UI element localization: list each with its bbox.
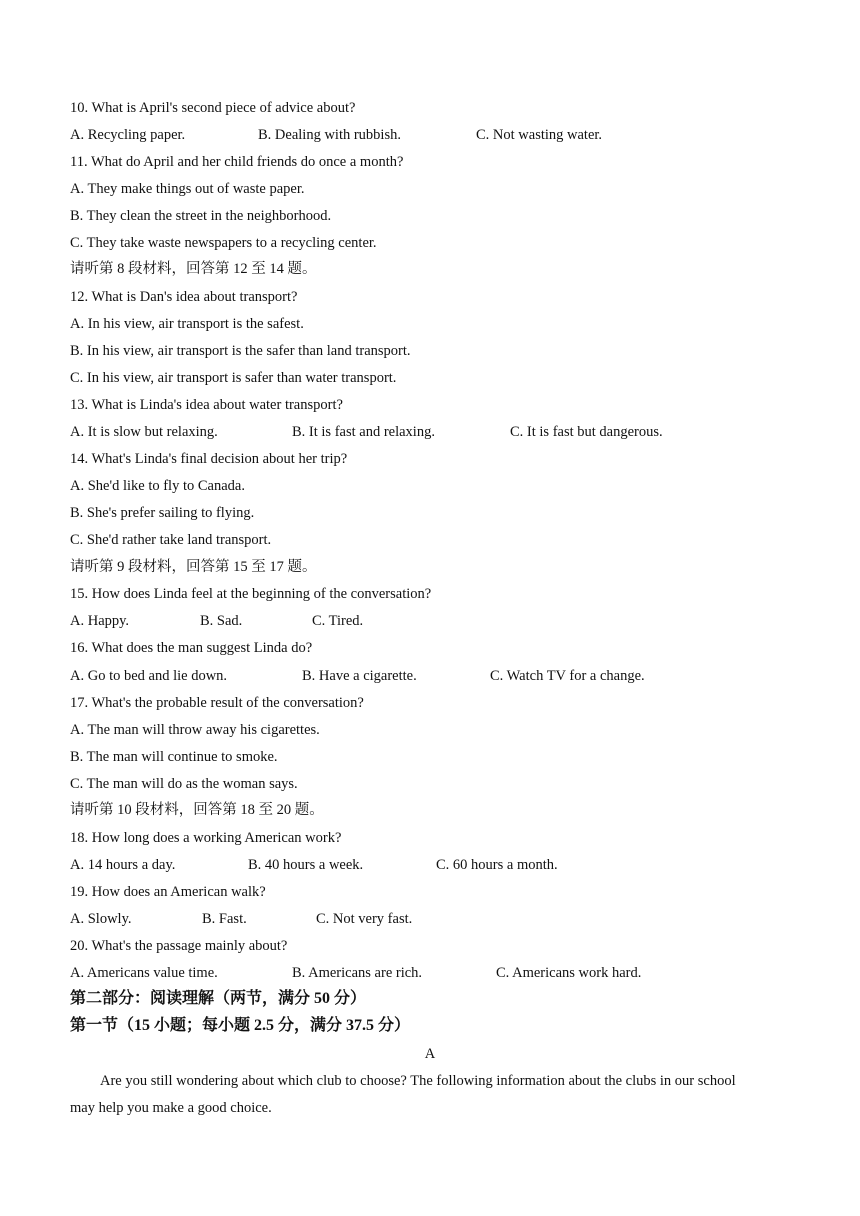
question-19: 19. How does an American walk? [70, 884, 266, 900]
option-b: B. Sad. [200, 613, 243, 629]
option-a: A. In his view, air transport is the safest. [70, 316, 304, 332]
option-a: A. The man will throw away his cigarettes. [70, 722, 320, 738]
option-c: C. Not very fast. [316, 911, 413, 927]
option-c: C. Not wasting water. [476, 127, 603, 143]
option-c: C. Tired. [312, 613, 364, 629]
section-instruction-10: 请听第 10 段材料，回答第 18 至 20 题。 [70, 802, 324, 818]
question-10: 10. What is April's second piece of advice about? [70, 100, 356, 116]
question-18: 18. How long does a working American work? [70, 830, 342, 846]
option-a: A. Slowly. [70, 911, 132, 927]
section-instruction-9: 请听第 9 段材料，回答第 15 至 17 题。 [70, 559, 317, 575]
question-12: 12. What is Dan's idea about transport? [70, 289, 298, 305]
option-a: A. Recycling paper. [70, 127, 186, 143]
part-two-title: 第二部分：阅读理解（两节，满分 50 分） [70, 990, 367, 1007]
option-c: C. They take waste newspapers to a recycling center. [70, 235, 377, 251]
option-c: C. Watch TV for a change. [490, 668, 645, 684]
question-16: 16. What does the man suggest Linda do? [70, 640, 313, 656]
option-a: A. Go to bed and lie down. [70, 668, 228, 684]
option-a: A. It is slow but relaxing. [70, 424, 218, 440]
question-15: 15. How does Linda feel at the beginning of the conversation? [70, 586, 432, 602]
option-b: B. She's prefer sailing to flying. [70, 505, 255, 521]
question-11: 11. What do April and her child friends do once a month? [70, 154, 404, 170]
option-c: C. In his view, air transport is safer than water transport. [70, 370, 397, 386]
option-b: B. It is fast and relaxing. [292, 424, 435, 440]
option-c: C. Americans work hard. [496, 965, 642, 981]
question-20: 20. What's the passage mainly about? [70, 938, 288, 954]
option-b: B. Dealing with rubbish. [258, 127, 401, 143]
option-a: A. They make things out of waste paper. [70, 181, 305, 197]
option-a: A. 14 hours a day. [70, 857, 176, 873]
option-b: B. In his view, air transport is the safer than land transport. [70, 343, 411, 359]
option-a: A. Happy. [70, 613, 130, 629]
option-a: A. Americans value time. [70, 965, 218, 981]
option-b: B. They clean the street in the neighborhood. [70, 208, 332, 224]
option-b: B. Americans are rich. [292, 965, 423, 981]
section-one-title: 第一节（15 小题；每小题 2.5 分，满分 37.5 分） [70, 1017, 411, 1034]
option-b: B. Have a cigarette. [302, 668, 417, 684]
option-c: C. It is fast but dangerous. [510, 424, 663, 440]
option-b: B. Fast. [202, 911, 247, 927]
option-b: B. 40 hours a week. [248, 857, 364, 873]
section-instruction-8: 请听第 8 段材料，回答第 12 至 14 题。 [70, 261, 317, 277]
question-17: 17. What's the probable result of the conversation? [70, 695, 364, 711]
question-13: 13. What is Linda's idea about water transport? [70, 397, 343, 413]
option-c: C. 60 hours a month. [436, 857, 558, 873]
option-a: A. She'd like to fly to Canada. [70, 478, 245, 494]
option-b: B. The man will continue to smoke. [70, 749, 278, 765]
question-14: 14. What's Linda's final decision about her trip? [70, 451, 348, 467]
passage-text-line-1: Are you still wondering about which club to choose? The following information about the clubs in our school [100, 1073, 736, 1089]
passage-label: A [424, 1046, 436, 1062]
option-c: C. The man will do as the woman says. [70, 776, 298, 792]
option-c: C. She'd rather take land transport. [70, 532, 272, 548]
passage-text-line-2: may help you make a good choice. [70, 1100, 272, 1116]
